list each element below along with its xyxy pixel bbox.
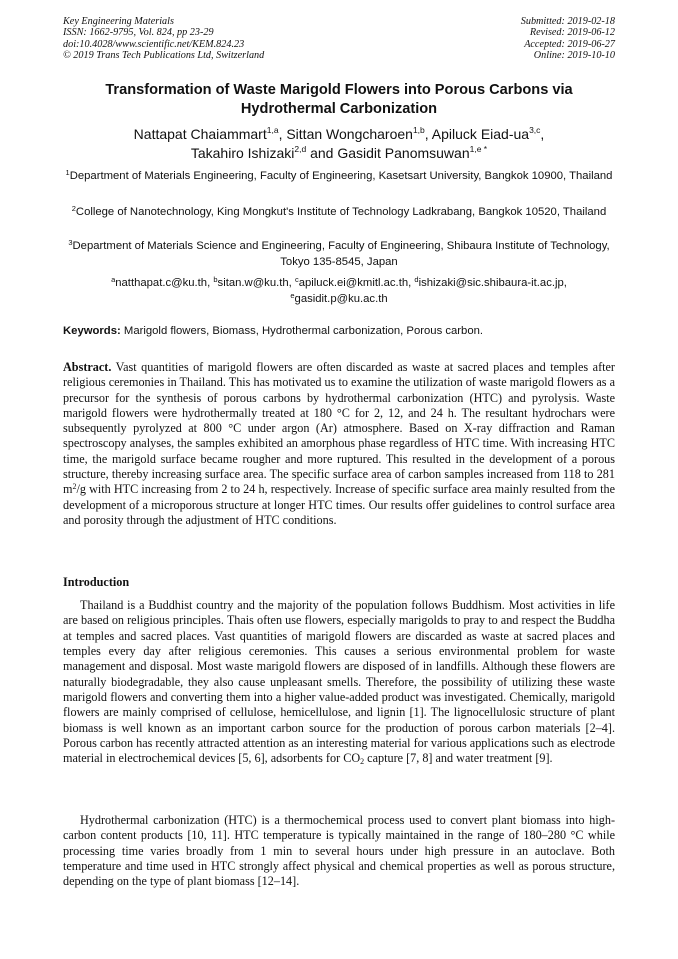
affiliation-mark: 3 xyxy=(68,238,73,247)
revised-date: Revised: 2019-06-12 xyxy=(529,27,615,39)
author-affiliation-mark: 2,d xyxy=(294,144,307,154)
email-mark: b xyxy=(213,275,218,284)
paper-title xyxy=(63,81,615,119)
author-affiliation-mark: 1,a xyxy=(266,125,279,135)
email-mark: d xyxy=(414,275,419,284)
paragraph-text: Thailand is a Buddhist country and the majority of the population follows Buddhism. Most activities in life are based on religious principles. Thais often use flowers, especially marigolds to pray to and respect the Buddha at temples and sacred places. Vast quantities of marigold flowers are discarded as waste at sacred places and temples every day after religious ceremonies. This causes a serious environmental problem for waste management and disposal. Most waste marigold flowers are disposed of in landfills. Although these flowers are naturally biodegradable, they also cause unpleasant smells. Therefore, the possibility of utilizing these waste marigold flowers and converting them into a higher value-added product was investigated. Chemically, marigold flowers are mainly comprised of cellulose, hemicellulose, and lignin [1]. The lignocellulosic structure of plant biomass is well known as an important carbon source for the production of porous carbon materials [2–4]. Porous carbon has recently attracted attention as an interesting material for various applications such as electrode material in electrochemical devices [5, 6], adsorbents for CO xyxy=(63,598,615,766)
author-affiliation-mark: 1,b xyxy=(412,125,425,135)
affiliation-text: Department of Materials Engineering, Faculty of Engineering, Kasetsart University, Bangkok 10900, Thailand xyxy=(69,170,613,182)
unit-superscript: 2 xyxy=(72,482,77,492)
abstract xyxy=(63,360,615,528)
author-separator: and xyxy=(306,145,338,161)
author-name: Takahiro Ishizaki xyxy=(190,145,295,161)
paragraph-text: Hydrothermal carbonization (HTC) is a thermochemical process used to convert plant biomass into high-carbon content products [10, 11]. HTC temperature is typically maintained in the range of 180–280 °C while processing time varies broadly from 1 min to several hours under high pressure in an autoclave. Both temperature and time used in HTC strongly affect physical and chemical properties as well as porous structure, depending on the type of plant biomass [12–14]. xyxy=(63,813,615,889)
author-separator: , xyxy=(424,126,432,142)
email-link[interactable]: ishizaki@sic.shibaura-it.ac.jp, xyxy=(418,277,567,289)
author-name: Apiluck Eiad-ua xyxy=(431,126,530,142)
online-date: Online: 2019-10-10 xyxy=(533,50,615,62)
chemical-subscript: 2 xyxy=(360,757,365,767)
affiliation-3 xyxy=(63,239,615,270)
introduction-heading: Introduction xyxy=(63,575,130,589)
journal-header-right xyxy=(521,16,615,62)
title-line-2: Hydrothermal Carbonization xyxy=(240,101,438,117)
author-affiliation-mark: 1,e * xyxy=(469,144,488,154)
email-link[interactable]: apiluck.ei@kmitl.ac.th, xyxy=(298,277,415,289)
abstract-text-continued: /g with HTC increasing from 2 to 24 h, respectively. Increase of specific surface area mainly resulted from the development of a microporous structure at longer HTC times. Our results offer guidelines to control surface area and porosity through the adjustment of HTC conditions. xyxy=(63,482,615,527)
title-line-1: Transformation of Waste Marigold Flowers into Porous Carbons via xyxy=(105,82,573,98)
introduction-paragraph-1 xyxy=(63,598,615,767)
email-link[interactable]: natthapat.c@ku.th, xyxy=(115,277,214,289)
author-separator: , xyxy=(278,126,287,142)
email-link[interactable]: sitan.w@ku.th, xyxy=(217,277,295,289)
author-name: Sittan Wongcharoen xyxy=(286,126,413,142)
abstract-text: Vast quantities of marigold flowers are often discarded as waste at sacred places and temples after religious ceremonies in Thailand. This has motivated us to examine the utilization of waste marigold flowers as a precursor for the synthesis of porous carbons by hydrothermal carbonization (HTC) and pyrolysis. Waste marigold flowers were hydrothermally treated at 180 °C for 2, 12, and 24 h. The resultant hydrochars were subsequently pyrolyzed at 800 °C under argon (Ar) atmosphere. Based on X-ray diffraction and Raman spectroscopy analyses, the samples exhibited an amorphous phase regardless of HTC time. With increasing HTC time, the marigold surface became rougher and more ruptured. This resulted in the development of a porous structure, thereby increasing surface area. The specific surface area of carbon samples increased from 118 to 281 m xyxy=(63,360,615,497)
affiliation-mark: 1 xyxy=(65,168,70,177)
author-name: Nattapat Chaiammart xyxy=(133,126,267,142)
email-link[interactable]: gasidit.p@ku.ac.th xyxy=(294,292,388,305)
journal-header-left xyxy=(63,16,264,62)
email-mark: e xyxy=(290,290,295,300)
author-list xyxy=(63,125,615,163)
author-emails xyxy=(63,276,615,307)
accepted-date: Accepted: 2019-06-27 xyxy=(524,38,615,50)
journal-name: Key Engineering Materials xyxy=(63,16,174,27)
author-affiliation-mark: 3,c xyxy=(529,125,541,135)
introduction-paragraph-2 xyxy=(63,813,615,890)
copyright: © 2019 Trans Tech Publications Ltd, Switzerland xyxy=(63,50,265,62)
keywords-label: Keywords: xyxy=(63,325,121,337)
affiliation-text: Department of Materials Science and Engineering, Faculty of Engineering, Shibaura Institute of Technology, Tokyo 135-8545, Japan xyxy=(72,240,610,268)
doi: doi:10.4028/www.scientific.net/KEM.824.23 xyxy=(63,38,245,50)
submitted-date: Submitted: 2019-02-18 xyxy=(520,16,615,27)
affiliation-text: College of Nanotechnology, King Mongkut's Institute of Technology Ladkrabang, Bangkok 10520, Thailand xyxy=(75,206,607,218)
issn-volume: ISSN: 1662-9795, Vol. 824, pp 23-29 xyxy=(63,27,214,39)
author-separator: , xyxy=(540,126,545,142)
affiliation-mark: 2 xyxy=(71,204,76,213)
abstract-label: Abstract. xyxy=(63,360,112,374)
keywords xyxy=(63,324,615,339)
paragraph-text-continued: capture [7, 8] and water treatment [9]. xyxy=(364,751,553,766)
affiliation-1 xyxy=(63,169,615,185)
email-mark: a xyxy=(111,275,116,284)
keywords-text: Marigold flowers, Biomass, Hydrothermal carbonization, Porous carbon. xyxy=(120,325,484,337)
author-name: Gasidit Panomsuwan xyxy=(337,145,470,161)
email-mark: c xyxy=(294,275,299,284)
affiliation-2 xyxy=(63,205,615,221)
